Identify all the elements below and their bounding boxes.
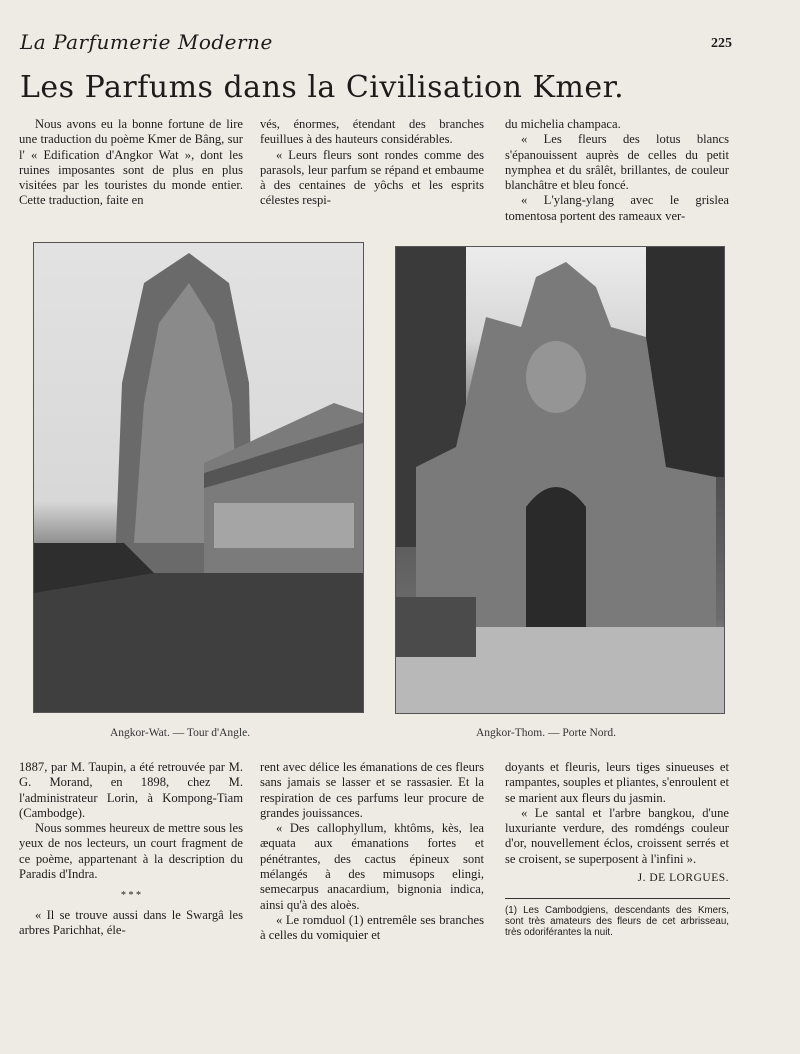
author-signature: J. DE LORGUES. bbox=[637, 872, 729, 885]
paragraph: « Le romduol (1) entremêle ses branches à celles du vomiquier et bbox=[260, 912, 484, 943]
right-photo-caption: Angkor-Thom. — Porte Nord. bbox=[476, 727, 616, 739]
paragraph: du michelia champaca. bbox=[505, 117, 621, 131]
paragraph: doyants et fleuris, leurs tiges sinueuses et rampantes, souples et pliantes, s'enroulent et se marient aux fleurs du jasmin. bbox=[505, 760, 729, 805]
article-title: Les Parfums dans la Civilisation Kmer. bbox=[20, 70, 625, 105]
paragraph: « Le santal et l'arbre bangkou, d'une luxuriante verdure, des romdéngs couleur d'or, nouvellement éclos, croissent serrés et se croisent, se superposent à l'infini ». bbox=[505, 805, 729, 866]
top-column-2 bbox=[260, 117, 484, 223]
page-header bbox=[20, 30, 732, 58]
footnote-divider bbox=[505, 898, 730, 899]
bottom-column-3 bbox=[505, 760, 729, 938]
angkor-thom-gate-illustration bbox=[396, 247, 724, 713]
angkor-wat-tower-illustration bbox=[34, 243, 363, 712]
bottom-column-1 bbox=[19, 760, 243, 938]
angkor-wat-photo bbox=[33, 242, 364, 713]
left-photo-caption: Angkor-Wat. — Tour d'Angle. bbox=[110, 727, 251, 739]
bottom-column-2 bbox=[260, 760, 484, 944]
paragraph: vés, énormes, étendant des branches feuillues à des hauteurs considérables. bbox=[260, 117, 484, 147]
paragraph: rent avec délice les émanations de ces fleurs sans jamais se lasser et se rassasier. Et la respiration de ces parfums leur procure de grandes jouissances. bbox=[260, 760, 484, 820]
masthead: La Parfumerie Moderne bbox=[20, 30, 273, 54]
top-column-1 bbox=[19, 117, 243, 223]
section-stars: * * * bbox=[121, 890, 141, 902]
paragraph: « L'ylang-ylang avec le grislea tomentosa portent des rameaux ver- bbox=[505, 193, 729, 223]
footnote: (1) Les Cambodgiens, descendants des Kmers, sont très amateurs des fleurs de cet arbrisseau, très odoriférantes la nuit. bbox=[505, 905, 729, 939]
paragraph: 1887, par M. Taupin, a été retrouvée par M. G. Morand, en 1898, chez M. l'administrateur Lorin, à Kompong-Tiam (Cambodge). bbox=[19, 760, 243, 820]
angkor-thom-photo bbox=[395, 246, 725, 714]
paragraph: « Les fleurs des lotus blancs s'épanouissent auprès de celles du petit nymphea et du srâlêt, brillantes, de couleur blanchâtre et bleu foncé. bbox=[505, 132, 729, 193]
paragraph: « Leurs fleurs sont rondes comme des parasols, leur parfum se répand et embaume à des centaines de yôchs et les esprits célestes respi- bbox=[260, 147, 484, 208]
paragraph: Nous avons eu la bonne fortune de lire une traduction du poème Kmer de Bâng, sur l' « Edification d'Angkor Wat », dont les ruines imposantes sont de plus en plus visitées par les touristes du monde entier. Cette traduction, faite en bbox=[19, 117, 243, 208]
paragraph: Nous sommes heureux de mettre sous les yeux de nos lecteurs, un court fragment de ce poème, appartenant à la description du Paradis d'Indra. bbox=[19, 821, 243, 882]
paragraph: « Des callophyllum, khtôms, kès, lea æquata aux émanations fortes et pénétrantes, des cactus épineux sont mélangés à des mimusops elingi, semecarpus anacardium, bignonia indica, ainsi qu'à des aloès. bbox=[260, 821, 484, 912]
paragraph: « Il se trouve aussi dans le Swargâ les arbres Parichhat, éle- bbox=[19, 907, 243, 937]
top-column-3 bbox=[505, 117, 729, 223]
page-number: 225 bbox=[711, 36, 732, 51]
